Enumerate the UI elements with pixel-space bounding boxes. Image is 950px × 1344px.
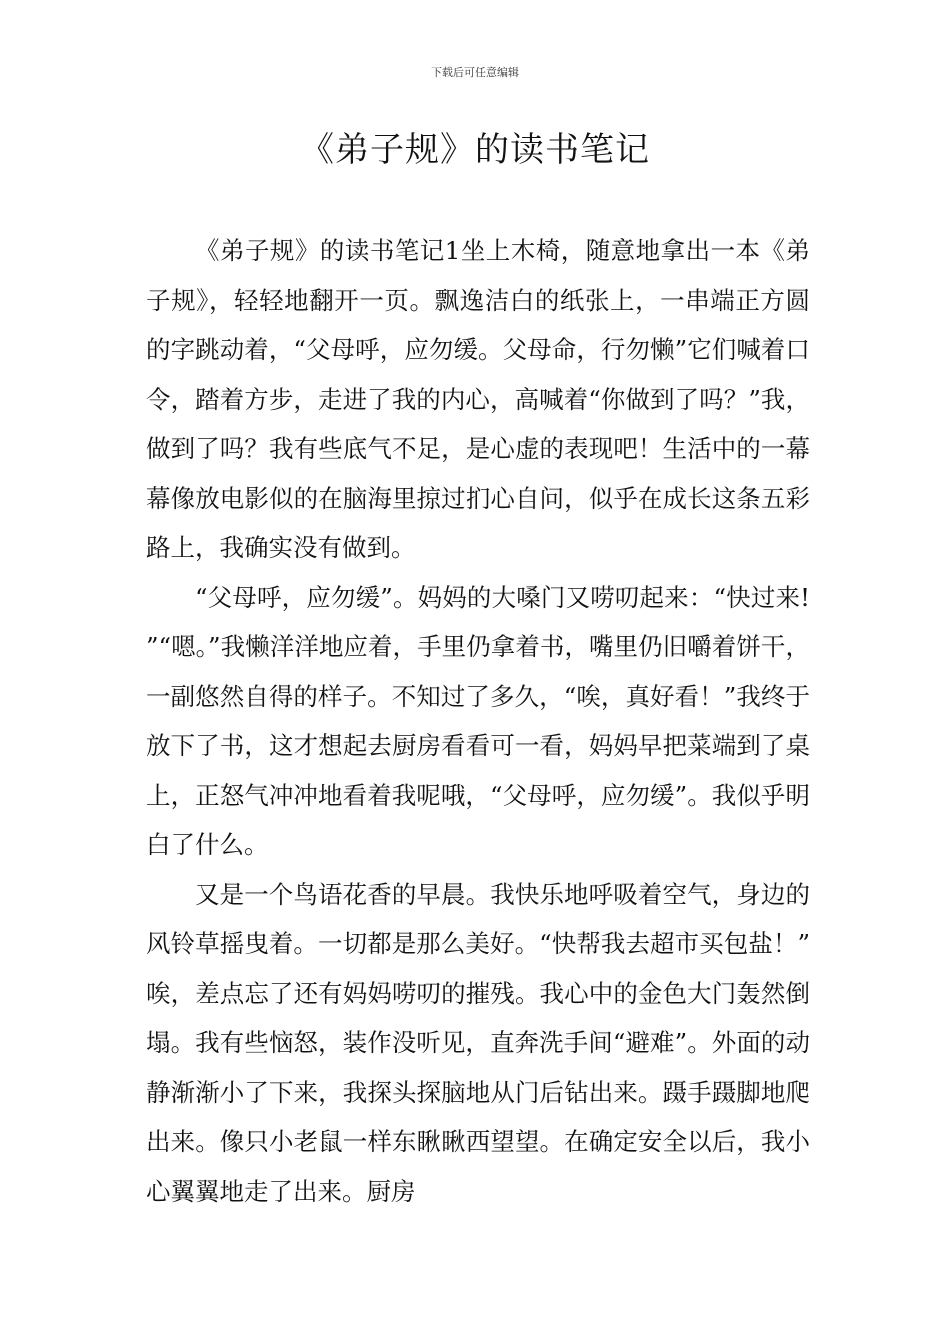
paragraph-2: “父母呼，应勿缓”。妈妈的大嗓门又唠叨起来：“快过来!”“嗯。”我懒洋洋地应着，手里仍拿着书，嘴里仍旧嚼着饼干，一副悠然自得的样子。不知过了多久，“唉，真好看！”我终于放下了书，这才想起去厨房看看可一看，妈妈早把菜端到了桌上，正怒气冲冲地看着我呢哦，“父母呼，应勿缓”。我似乎明白了什么。	[146, 582, 810, 859]
document-body	[146, 226, 810, 1216]
document-title: 《弟子规》的读书笔记	[300, 130, 650, 170]
header-note: 下载后可任意编辑	[431, 66, 519, 79]
paragraph-3: 又是一个鸟语花香的早晨。我快乐地呼吸着空气，身边的风铃草摇曳着。一切都是那么美好。“快帮我去超市买包盐！”唉，差点忘了还有妈妈唠叨的摧残。我心中的金色大门轰然倒塌。我有些恼怒，装作没听见，直奔洗手间“避难”。外面的动静渐渐小了下来，我探头探脑地从门后钻出来。蹑手蹑脚地爬出来。像只小老鼠一样东瞅瞅西望望。在确定安全以后，我小心翼翼地走了出来。厨房	[146, 879, 810, 1206]
paragraph-1: 《弟子规》的读书笔记1坐上木椅，随意地拿出一本《弟子规》，轻轻地翻开一页。飘逸洁白的纸张上，一串端正方圆的字跳动着，“父母呼，应勿缓。父母命，行勿懒”它们喊着口令，踏着方步，走进了我的内心，高喊着“你做到了吗？”我，做到了吗？我有些底气不足，是心虚的表现吧！生活中的一幕幕像放电影似的在脑海里掠过扪心自问，似乎在成长这条五彩路上，我确实没有做到。	[146, 236, 810, 562]
